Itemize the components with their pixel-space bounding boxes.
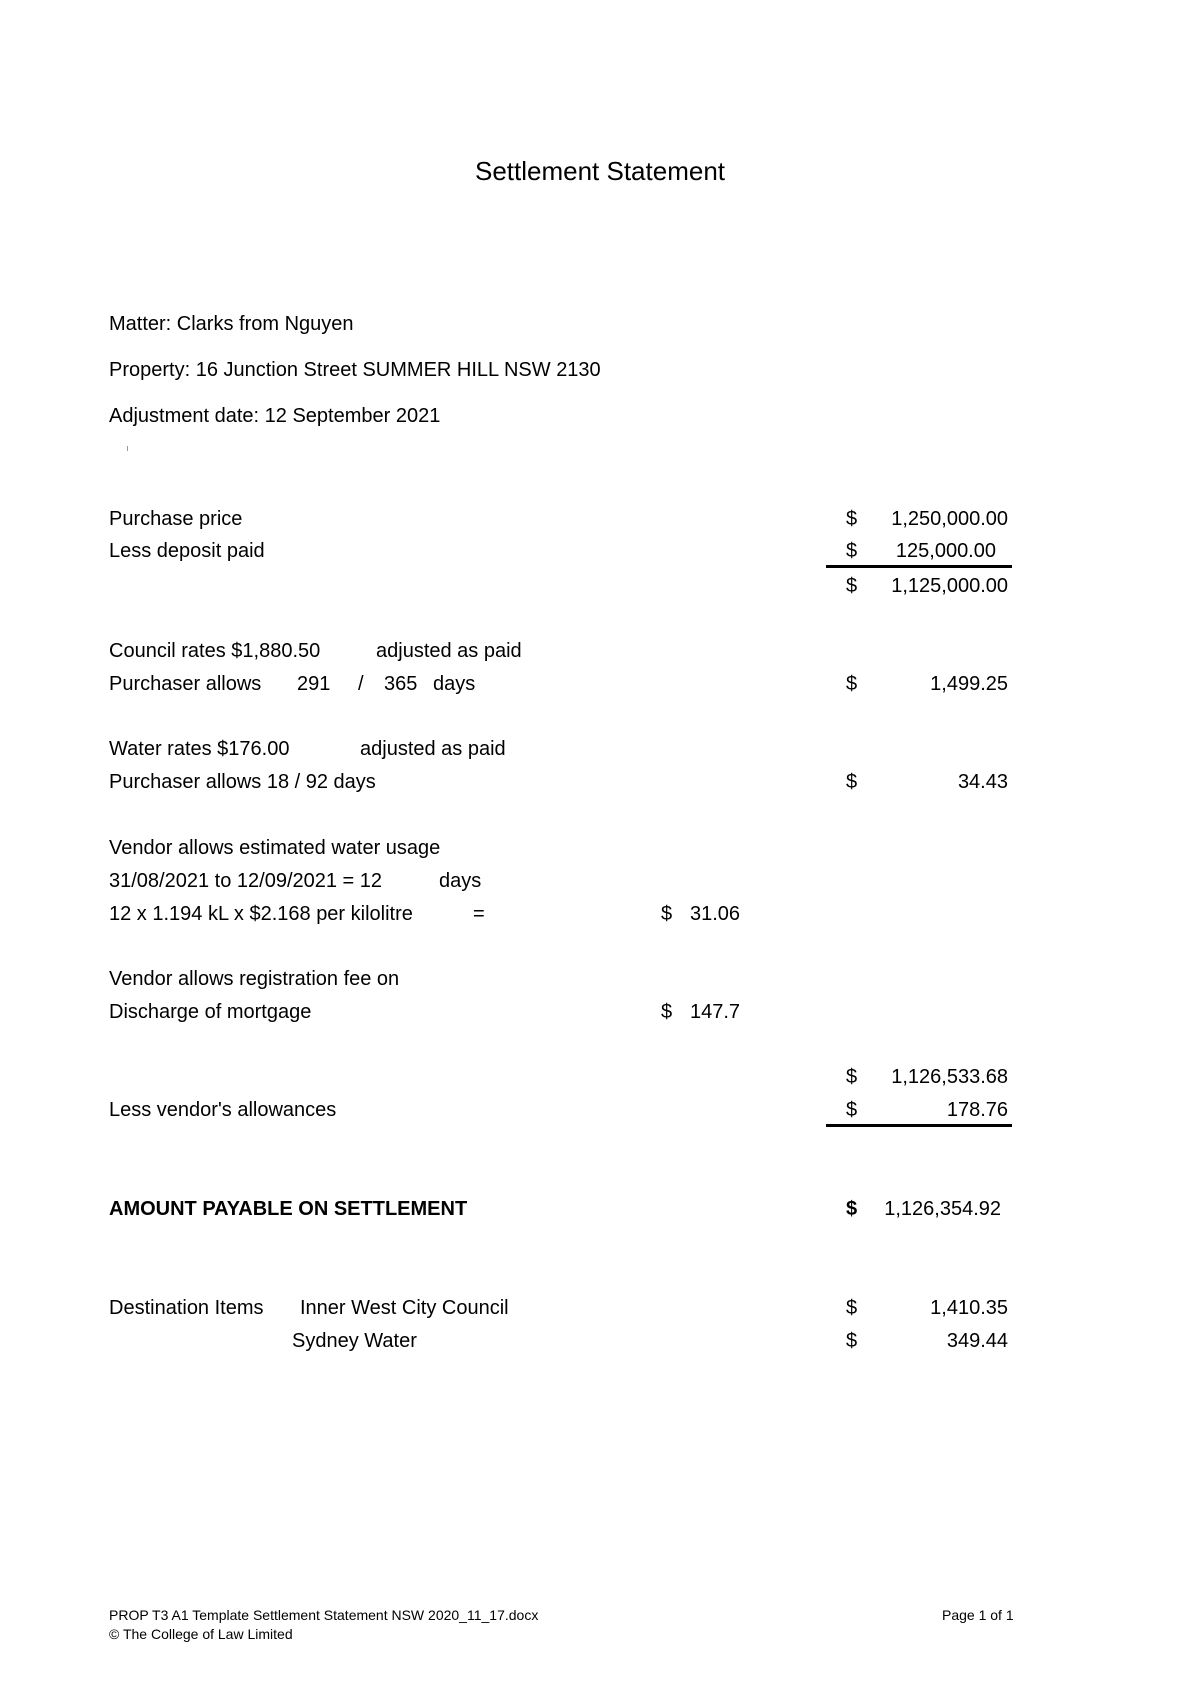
water-usage-line3: 12 x 1.194 kL x $2.168 per kilolitre — [109, 903, 413, 925]
balance-value: 1,125,000.00 — [891, 575, 1008, 597]
registration-value: 147.7 — [690, 1001, 741, 1023]
water-adjusted-label: adjusted as paid — [360, 738, 506, 760]
council-days-unit: days — [433, 673, 476, 695]
water-usage-days: days — [439, 870, 482, 892]
currency-symbol: $ — [846, 540, 858, 562]
purchase-price-label: Purchase price — [109, 508, 243, 530]
destination-items-label: Destination Items — [109, 1297, 264, 1319]
registration-line1: Vendor allows registration fee on — [109, 968, 400, 990]
water-value: 34.43 — [957, 771, 1008, 793]
water-purchaser-allows: Purchaser allows 18 / 92 days — [109, 771, 376, 793]
amount-payable-label: AMOUNT PAYABLE ON SETTLEMENT — [109, 1198, 468, 1220]
currency-symbol: $ — [661, 1001, 673, 1023]
subtotal-value: 1,126,533.68 — [891, 1066, 1008, 1088]
deposit-label: Less deposit paid — [109, 540, 265, 562]
destination-item-name: Sydney Water — [292, 1330, 417, 1352]
currency-symbol: $ — [846, 771, 858, 793]
council-days: 291 — [297, 673, 331, 695]
water-usage-equals: = — [473, 903, 485, 925]
council-rates-label: Council rates $1,880.50 — [109, 640, 321, 662]
currency-symbol: $ — [846, 1330, 858, 1352]
water-usage-line1: Vendor allows estimated water usage — [109, 837, 441, 859]
currency-symbol: $ — [846, 1297, 858, 1319]
currency-symbol: $ — [846, 1198, 858, 1220]
footer-copyright: © The College of Law Limited — [109, 1626, 293, 1642]
footer-file-name: PROP T3 A1 Template Settlement Statement NSW 2020_11_17.docx — [109, 1607, 539, 1623]
currency-symbol: $ — [846, 1066, 858, 1088]
council-slash: / — [358, 673, 364, 695]
destination-item-value: 1,410.35 — [930, 1297, 1008, 1319]
destination-item-value: 349.44 — [946, 1330, 1008, 1352]
council-total-days: 365 — [384, 673, 418, 695]
footer-page-number: Page 1 of 1 — [942, 1607, 1014, 1623]
currency-symbol: $ — [846, 575, 858, 597]
purchase-price-value: 1,250,000.00 — [891, 508, 1008, 530]
council-purchaser-allows: Purchaser allows — [109, 673, 262, 695]
destination-item-name: Inner West City Council — [300, 1297, 509, 1319]
currency-symbol: $ — [846, 1099, 858, 1121]
amount-payable-value: 1,126,354.92 — [884, 1198, 1001, 1220]
adjustment-date-line: Adjustment date: 12 September 2021 — [109, 405, 441, 427]
water-rates-label: Water rates $176.00 — [109, 738, 290, 760]
stray-mark — [127, 446, 128, 451]
council-value: 1,499.25 — [930, 673, 1008, 695]
currency-symbol: $ — [846, 673, 858, 695]
underline-rule — [826, 1124, 1012, 1127]
vendor-allowances-label: Less vendor's allowances — [109, 1099, 337, 1121]
deposit-value: 125,000.00 — [895, 540, 996, 562]
registration-line2: Discharge of mortgage — [109, 1001, 312, 1023]
page-title: Settlement Statement — [474, 156, 726, 186]
matter-line: Matter: Clarks from Nguyen — [109, 313, 354, 335]
underline-rule — [826, 565, 1012, 568]
currency-symbol: $ — [661, 903, 673, 925]
currency-symbol: $ — [846, 508, 858, 530]
vendor-allowances-value: 178.76 — [946, 1099, 1008, 1121]
property-line: Property: 16 Junction Street SUMMER HILL NSW 2130 — [109, 359, 601, 381]
council-adjusted-label: adjusted as paid — [376, 640, 522, 662]
water-usage-value: 31.06 — [690, 903, 741, 925]
water-usage-line2: 31/08/2021 to 12/09/2021 = 12 — [109, 870, 383, 892]
